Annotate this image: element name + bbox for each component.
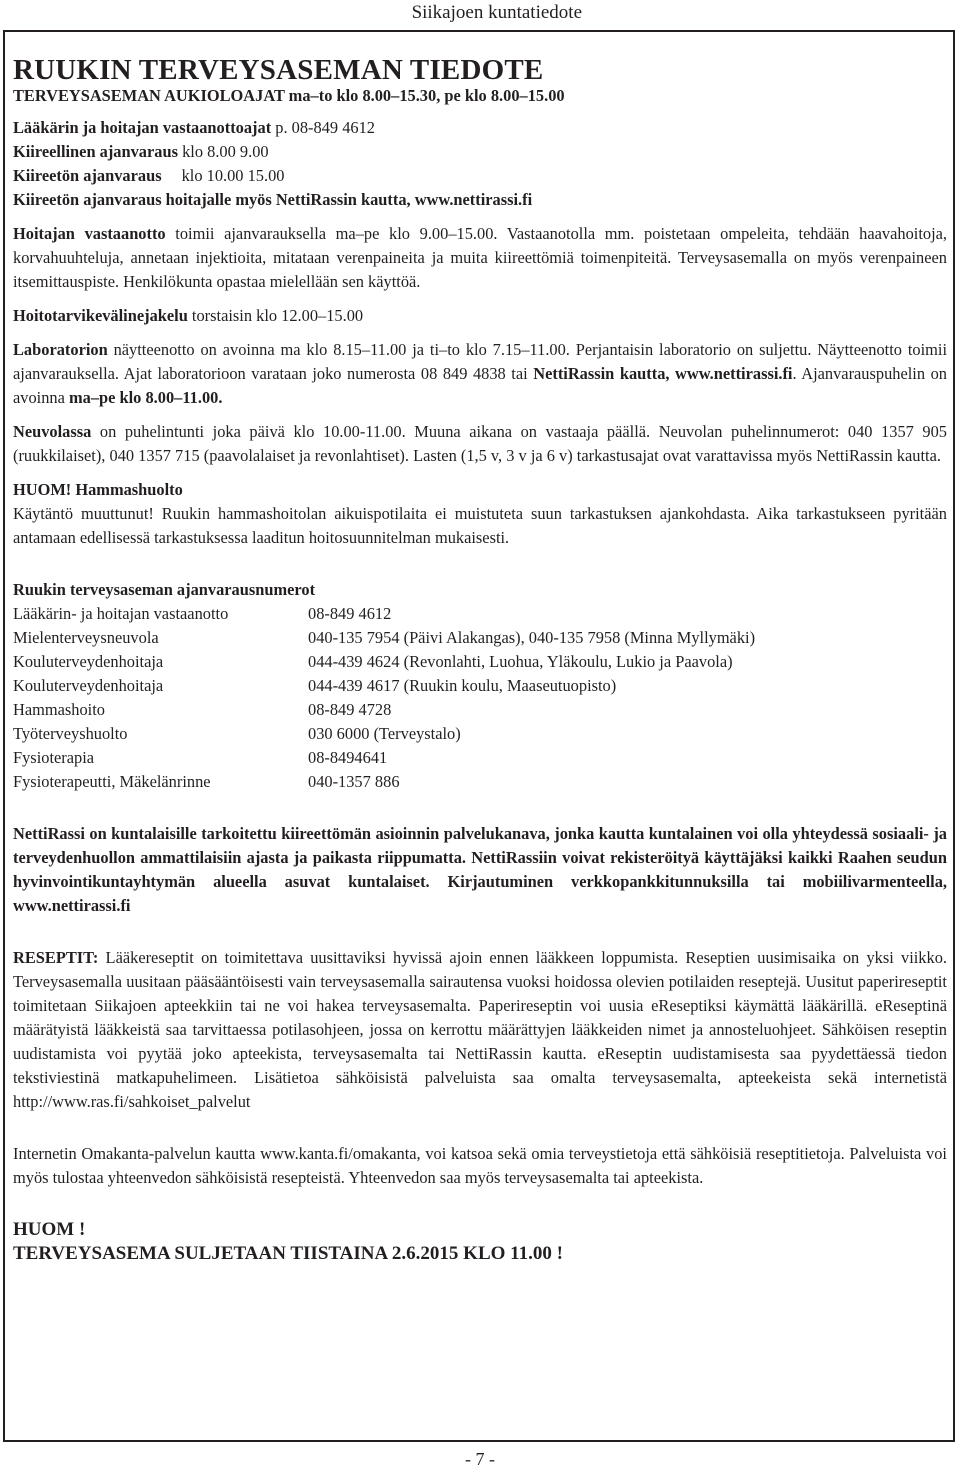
numbers-value: 040-1357 886 xyxy=(308,772,400,791)
lab-paragraph xyxy=(13,338,947,410)
nurse-paragraph xyxy=(13,222,947,294)
prescriptions-paragraph xyxy=(13,946,947,1114)
numbers-value: 044-439 4617 (Ruukin koulu, Maaseutuopisto) xyxy=(308,676,617,695)
numbers-row xyxy=(13,650,947,674)
appointments-label: Lääkärin ja hoitajan vastaanottoajat xyxy=(13,118,272,137)
numbers-value: 030 6000 (Terveystalo) xyxy=(308,724,461,743)
numbers-row xyxy=(13,674,947,698)
prescriptions-label: RESEPTIT: xyxy=(13,948,99,967)
numbers-value: 08-849 4728 xyxy=(308,700,392,719)
numbers-value: 08-849 4612 xyxy=(308,604,392,623)
numbers-row xyxy=(13,698,947,722)
urgent-time: klo 8.00 9.00 xyxy=(177,142,269,161)
article-content xyxy=(13,54,947,1266)
nettirassi-paragraph: NettiRassi on kuntalaisille tarkoitettu kiireettömän asioinnin palvelukanava, jonka kautta kuntalainen voi olla yhteydessä sosiaali- ja terveydenhuollon ammattilaisiin ajasta ja paikasta riippumatta. NettiRassiin voivat rekisteröityä käyttäjäksi kaikki Raahen seudun hyvinvointikuntayhtymän alueella asuvat kuntalaiset. Kirjautuminen verkkopankkitunnuksilla tai mobiilivarmenteella, www.nettirassi.fi xyxy=(13,824,947,915)
prescriptions-text: Lääkereseptit on toimitettava uusittaviksi hyvissä ajoin ennen lääkkeen loppumista. Reseptien uusimisaika on yksi viikko. Terveysasemalla uusitaan pääsääntöisesti vain terveysasemalla sairautensa vuoksi hoidossa olevien potilaiden reseptejä. Uusitut paperireseptit toimitetaan Siikajoen apteekkiin tai ne voi hakea terveysasemalta. Paperireseptin voi uusia eReseptiksi käymättä lääkärillä. eReseptinä määrätyistä lääkkeistä saa tarvittaessa potilasohjeen, jossa on kerrottu määrättyjen lääkkeiden nimet ja annosteluohjeet. Sähköisen reseptin uudistamista voi pyytää joko apteekista, terveysasemalta tai NettiRassin kautta. eReseptin uudistamisesta saa pyydettäessä tiedon tekstiviestinä matkapuhelimeen. Lisätietoa sähköisistä palveluista saa omalta terveysasemalta, apteekeista sekä internetistä http://www.ras.fi/sahkoiset_palvelut xyxy=(13,948,947,1111)
numbers-label: Kouluterveydenhoitaja xyxy=(13,676,164,695)
numbers-label: Hammashoito xyxy=(13,700,105,719)
notice-heading: HUOM ! xyxy=(13,1219,86,1240)
article-title: RUUKIN TERVEYSASEMAN TIEDOTE xyxy=(13,54,544,86)
supplies-label: Hoitotarvikevälinejakelu xyxy=(13,306,188,325)
lab-label: Laboratorion xyxy=(13,340,108,359)
numbers-label: Kouluterveydenhoitaja xyxy=(13,652,164,671)
non-urgent-time: klo 10.00 15.00 xyxy=(181,166,285,185)
numbers-label: Mielenterveysneuvola xyxy=(13,628,159,647)
urgent-label: Kiireellinen ajanvaraus xyxy=(13,142,178,161)
lab-nettirassi: NettiRassin kautta, www.nettirassi.fi xyxy=(533,364,793,383)
numbers-label: Fysioterapeutti, Mäkelänrinne xyxy=(13,772,211,791)
lab-text: näytteenotto on avoinna ma klo 8.15–11.00 ja ti–to klo 7.15–11.00. Perjantaisin laboratorio on suljettu. Näytteenotto toimii ajanvarauksella. Ajat laboratorioon varataan joko numerosta 08 849 4838 tai xyxy=(13,340,947,383)
dental-text: Käytäntö muuttunut! Ruukin hammashoitolan aikuispotilaita ei muistuteta suun tarkastuksen ajankohdasta. Aika tarkastukseen pyritään antamaan edellisessä tarkastuksessa laaditun hoitosuunnitelman mukaisesti. xyxy=(13,504,947,547)
numbers-value: 044-439 4624 (Revonlahti, Luohua, Yläkoulu, Lukio ja Paavola) xyxy=(308,652,733,671)
supplies-paragraph xyxy=(13,304,947,328)
running-head: Siikajoen kuntatiedote xyxy=(411,2,582,23)
numbers-value: 08-8494641 xyxy=(308,748,388,767)
kanta-paragraph: Internetin Omakanta-palvelun kautta www.kanta.fi/omakanta, voi katsoa sekä omia terveystietoja että sähköisiä reseptitietoja. Palveluista voi myös tulostaa yhteenvedon sähköisistä resepteistä. Yhteenvedon saa myös terveysasemalta tai apteekista. xyxy=(13,1144,947,1187)
numbers-row xyxy=(13,746,947,770)
appointments-phone: p. 08-849 4612 xyxy=(271,118,375,137)
numbers-value: 040-135 7954 (Päivi Alakangas), 040-135 7958 (Minna Myllymäki) xyxy=(308,628,756,647)
numbers-label: Työterveyshuolto xyxy=(13,724,128,743)
lab-phone-hours: ma–pe klo 8.00–11.00. xyxy=(68,388,223,407)
numbers-row xyxy=(13,770,947,794)
numbers-label: Lääkärin- ja hoitajan vastaanotto xyxy=(13,604,229,623)
numbers-heading: Ruukin terveysaseman ajanvarausnumerot xyxy=(13,580,316,599)
opening-hours: TERVEYSASEMAN AUKIOLOAJAT ma–to klo 8.00–15.30, pe klo 8.00–15.00 xyxy=(13,86,565,105)
numbers-row xyxy=(13,722,947,746)
supplies-text: torstaisin klo 12.00–15.00 xyxy=(187,306,364,325)
clinic-text: on puhelintunti joka päivä klo 10.00-11.00. Muuna aikana on vastaaja päällä. Neuvolan puhelinnumerot: 040 1357 905 (ruukkilaiset), 040 1357 715 (paavolalaiset ja revonlahtiset). Lasten (1,5 v, 3 v ja 6 v) tarkastusajat ovat varattavissa myös NettiRassin kautta. xyxy=(13,422,947,465)
numbers-table xyxy=(13,602,947,794)
appointment-info xyxy=(13,116,947,212)
numbers-label: Fysioterapia xyxy=(13,748,95,767)
numbers-row xyxy=(13,602,947,626)
non-urgent-label: Kiireetön ajanvaraus xyxy=(13,166,162,185)
dental-heading: HUOM! Hammashuolto xyxy=(13,480,183,499)
page-number: - 7 - xyxy=(465,1449,495,1469)
clinic-paragraph xyxy=(13,420,947,468)
notice-text: TERVEYSASEMA SULJETAAN TIISTAINA 2.6.2015 KLO 11.00 ! xyxy=(13,1243,563,1264)
nurse-text: toimii ajanvarauksella ma–pe klo 9.00–15.00. Vastaanotolla mm. poistetaan ompeleita, tehdään haavahoitoja, korvahuuhteluja, annetaan injektioita, mitataan verenpaineita ja muita kiireettömiä toimenpiteitä. Terveysasemalla on myös verenpaineen itsemittauspiste. Henkilökunta opastaa mielellään sen käyttöä. xyxy=(13,224,947,291)
nurse-label: Hoitajan vastaanotto xyxy=(13,224,166,243)
nettirassi-line: Kiireetön ajanvaraus hoitajalle myös NettiRassin kautta, www.nettirassi.fi xyxy=(13,190,533,209)
numbers-row xyxy=(13,626,947,650)
clinic-label: Neuvolassa xyxy=(13,422,92,441)
lab-text-2: . Ajanvarauspuhelin on avoinna xyxy=(13,364,947,407)
